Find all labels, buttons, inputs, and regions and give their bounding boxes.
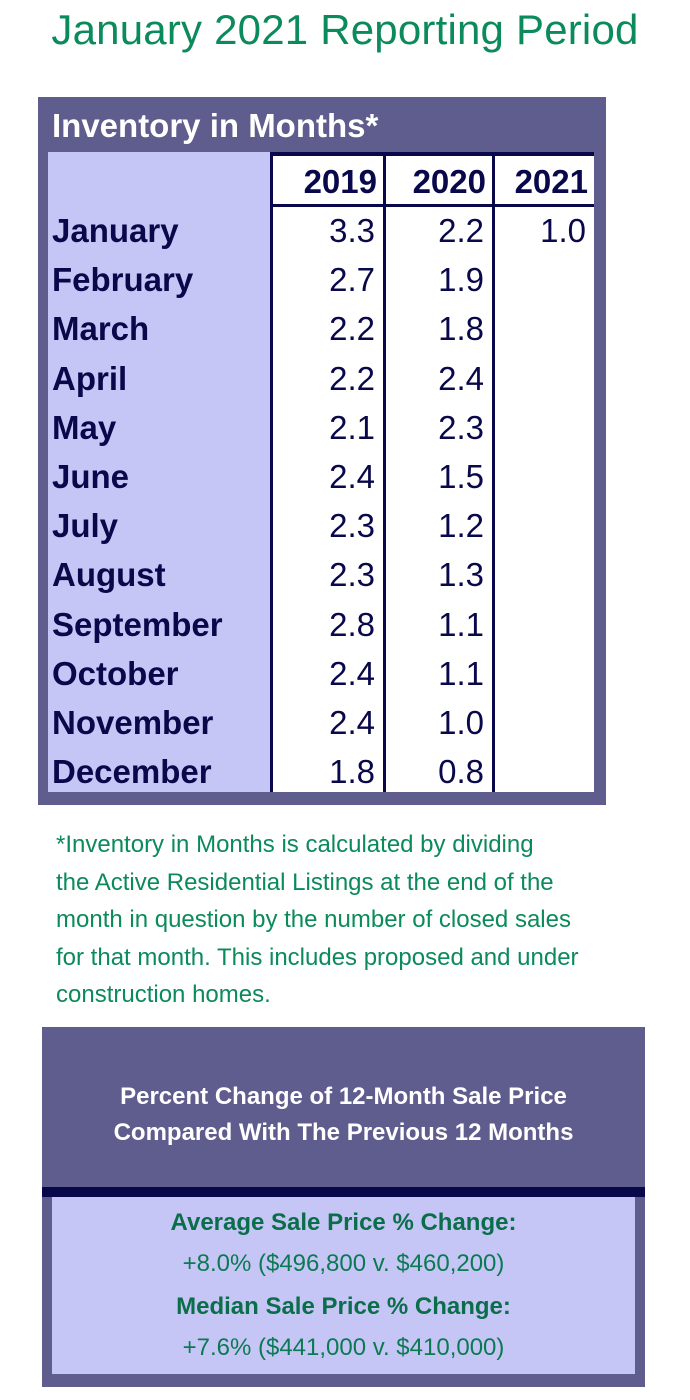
table-row xyxy=(48,206,594,255)
value-2020: 1.1 xyxy=(438,605,484,643)
footnote-line: *Inventory in Months is calculated by dividing xyxy=(56,831,534,858)
table-row xyxy=(48,501,594,550)
inventory-table xyxy=(48,152,594,792)
value-2019: 2.3 xyxy=(329,507,375,545)
inventory-table-panel xyxy=(38,97,606,805)
month-label: May xyxy=(52,408,117,446)
month-label: June xyxy=(52,458,130,495)
percent-change-body xyxy=(52,1197,635,1374)
table-row xyxy=(48,452,594,501)
value-2020: 1.3 xyxy=(438,556,484,594)
value-2020: 1.8 xyxy=(438,310,484,348)
table-row xyxy=(48,600,594,649)
footnote-line: month in question by the number of closed sales xyxy=(56,906,571,933)
inventory-table-title: Inventory in Months* xyxy=(52,107,379,144)
value-2020: 1.5 xyxy=(438,458,484,495)
value-2020: 1.2 xyxy=(438,507,484,545)
median-sale-price-label: Median Sale Price % Change: xyxy=(176,1293,511,1320)
average-sale-price-label: Average Sale Price % Change: xyxy=(170,1209,517,1236)
table-row xyxy=(48,747,594,796)
value-2019: 2.3 xyxy=(329,556,375,594)
percent-change-panel xyxy=(42,1027,645,1387)
month-label: August xyxy=(52,556,166,594)
value-2019: 2.1 xyxy=(329,408,375,446)
value-2019: 2.4 xyxy=(329,654,375,692)
average-sale-price-value: +8.0% ($496,800 v. $460,200) xyxy=(182,1250,505,1277)
footnote-line: the Active Residential Listings at the end of the xyxy=(56,868,554,896)
month-label: July xyxy=(52,507,119,545)
value-2021: 1.0 xyxy=(540,212,586,249)
inventory-footnote xyxy=(56,826,656,1014)
value-2019: 3.3 xyxy=(329,212,375,249)
table-row xyxy=(48,550,594,599)
value-2019: 1.8 xyxy=(329,753,375,791)
median-sale-price-value: +7.6% ($441,000 v. $410,000) xyxy=(182,1334,505,1361)
footnote-line: construction homes. xyxy=(56,981,271,1008)
percent-change-heading xyxy=(42,1079,645,1151)
month-label: April xyxy=(52,359,128,397)
column-header-2021: 2021 xyxy=(495,152,594,204)
value-2020: 0.8 xyxy=(438,753,484,791)
page-title: January 2021 Reporting Period xyxy=(51,6,639,53)
month-label: November xyxy=(52,704,214,741)
table-row xyxy=(48,698,594,747)
value-2020: 1.0 xyxy=(438,704,484,741)
value-2019: 2.7 xyxy=(329,261,375,299)
month-label: December xyxy=(52,753,212,791)
percent-change-heading-line: Compared With The Previous 12 Months xyxy=(113,1119,574,1146)
month-label: October xyxy=(52,654,179,692)
value-2019: 2.2 xyxy=(329,310,375,348)
value-2019: 2.4 xyxy=(329,704,375,741)
value-2020: 2.2 xyxy=(438,212,484,249)
table-row xyxy=(48,354,594,403)
percent-change-divider xyxy=(42,1187,645,1197)
month-label: February xyxy=(52,261,194,299)
value-2019: 2.4 xyxy=(329,458,375,495)
value-2020: 1.9 xyxy=(438,261,484,299)
column-header-2020: 2020 xyxy=(386,152,492,204)
table-row xyxy=(48,304,594,353)
table-row xyxy=(48,649,594,698)
value-2019: 2.2 xyxy=(329,359,375,397)
value-2020: 1.1 xyxy=(438,654,484,692)
month-label: September xyxy=(52,605,223,643)
month-label: January xyxy=(52,212,179,249)
percent-change-heading-line: Percent Change of 12-Month Sale Price xyxy=(120,1083,567,1110)
month-label: March xyxy=(52,310,150,348)
table-row xyxy=(48,403,594,452)
column-header-2019: 2019 xyxy=(273,152,383,204)
table-row xyxy=(48,255,594,304)
value-2019: 2.8 xyxy=(329,605,375,643)
footnote-line: for that month. This includes proposed and under xyxy=(56,943,579,971)
value-2020: 2.4 xyxy=(438,359,484,397)
value-2020: 2.3 xyxy=(438,408,484,446)
